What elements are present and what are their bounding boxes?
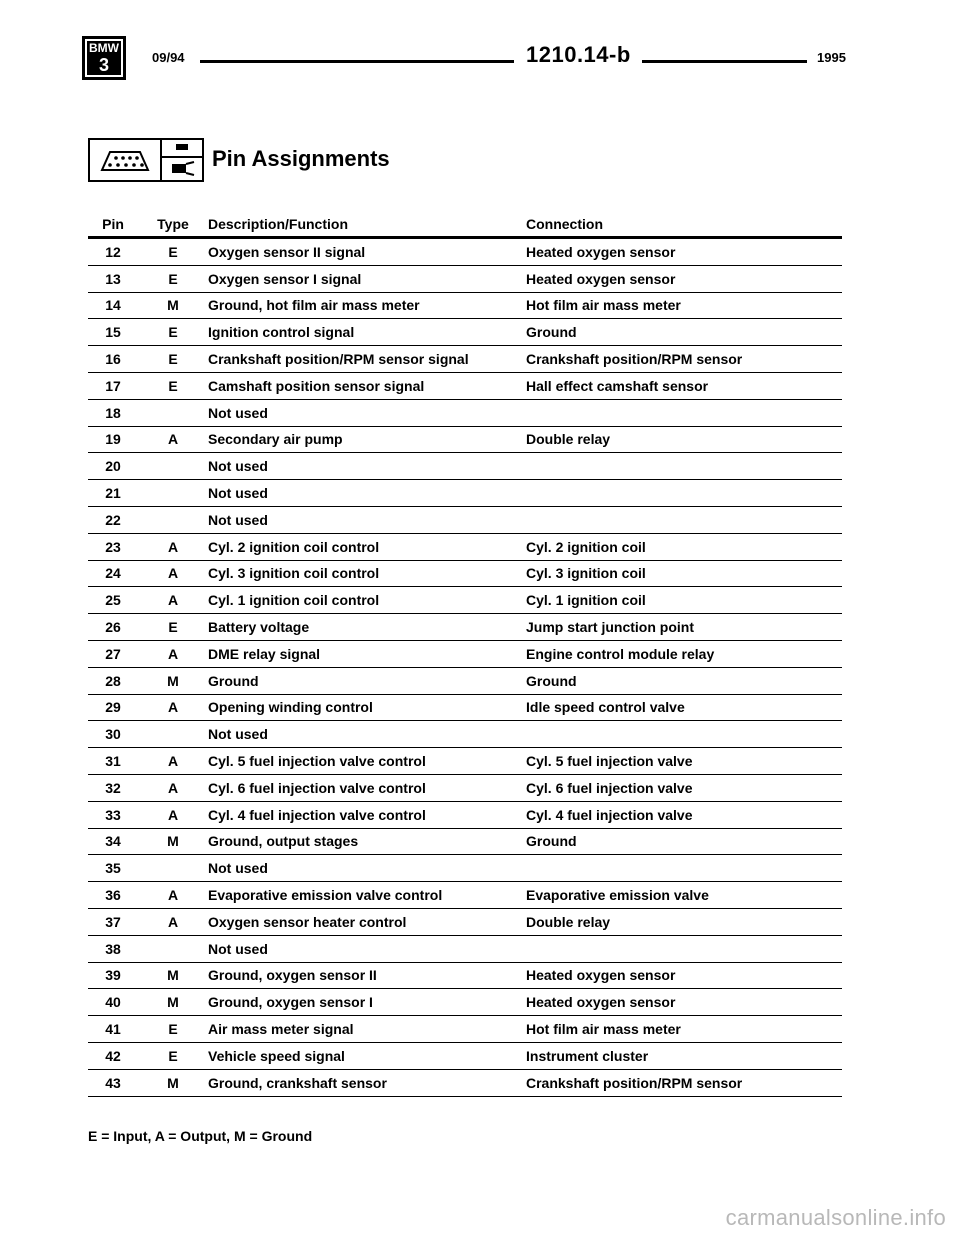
connection-cell: Hot film air mass meter: [526, 1016, 842, 1043]
watermark: carmanualsonline.info: [725, 1205, 946, 1230]
connection-cell: Double relay: [526, 426, 842, 453]
description-cell: Ground, crankshaft sensor: [208, 1069, 526, 1096]
pin-cell: 29: [88, 694, 138, 721]
header-year: 1995: [817, 50, 846, 65]
type-cell: [138, 935, 208, 962]
description-cell: Ground, oxygen sensor I: [208, 989, 526, 1016]
header-rule-right: [642, 60, 807, 63]
type-cell: E: [138, 372, 208, 399]
pin-cell: 37: [88, 908, 138, 935]
description-cell: Ground, oxygen sensor II: [208, 962, 526, 989]
bmw-3-series-logo: [82, 36, 126, 80]
column-header-connection: Connection: [526, 206, 842, 238]
type-cell: M: [138, 667, 208, 694]
pin-cell: 16: [88, 346, 138, 373]
description-cell: Oxygen sensor II signal: [208, 238, 526, 266]
description-cell: Cyl. 3 ignition coil control: [208, 560, 526, 587]
description-cell: Cyl. 4 fuel injection valve control: [208, 801, 526, 828]
type-cell: [138, 480, 208, 507]
table-row: [88, 560, 842, 587]
connection-cell: Cyl. 1 ignition coil: [526, 587, 842, 614]
description-cell: Crankshaft position/RPM sensor signal: [208, 346, 526, 373]
description-cell: Oxygen sensor heater control: [208, 908, 526, 935]
connection-cell: Cyl. 6 fuel injection valve: [526, 774, 842, 801]
pin-cell: 18: [88, 399, 138, 426]
table-row: [88, 748, 842, 775]
table-row: [88, 935, 842, 962]
type-cell: [138, 506, 208, 533]
description-cell: Secondary air pump: [208, 426, 526, 453]
pin-cell: 20: [88, 453, 138, 480]
connection-cell: Instrument cluster: [526, 1042, 842, 1069]
type-cell: E: [138, 319, 208, 346]
connection-cell: [526, 453, 842, 480]
header-date: 09/94: [152, 50, 185, 65]
table-row: [88, 506, 842, 533]
pin-plug-icon: [162, 138, 204, 182]
table-row: [88, 694, 842, 721]
type-cell: [138, 721, 208, 748]
type-cell: A: [138, 640, 208, 667]
column-header-description: Description/Function: [208, 206, 526, 238]
connection-cell: [526, 480, 842, 507]
table-row: [88, 1069, 842, 1096]
description-cell: Battery voltage: [208, 614, 526, 641]
connection-cell: Heated oxygen sensor: [526, 265, 842, 292]
connection-cell: Heated oxygen sensor: [526, 962, 842, 989]
table-row: [88, 721, 842, 748]
table-row: [88, 453, 842, 480]
connection-cell: Ground: [526, 828, 842, 855]
type-cell: A: [138, 801, 208, 828]
pin-cell: 13: [88, 265, 138, 292]
pin-cell: 42: [88, 1042, 138, 1069]
table-row: [88, 292, 842, 319]
connection-cell: Heated oxygen sensor: [526, 238, 842, 266]
table-row: [88, 989, 842, 1016]
table-header-row: [88, 206, 842, 238]
description-cell: Ground, output stages: [208, 828, 526, 855]
pin-cell: 15: [88, 319, 138, 346]
type-cell: A: [138, 587, 208, 614]
type-cell: A: [138, 560, 208, 587]
table-row: [88, 801, 842, 828]
table-row: [88, 480, 842, 507]
type-cell: [138, 399, 208, 426]
table-row: [88, 908, 842, 935]
type-cell: E: [138, 346, 208, 373]
table-row: [88, 372, 842, 399]
connection-cell: [526, 855, 842, 882]
connection-cell: Engine control module relay: [526, 640, 842, 667]
connection-cell: Ground: [526, 667, 842, 694]
pin-cell: 33: [88, 801, 138, 828]
description-cell: Ground: [208, 667, 526, 694]
type-cell: A: [138, 774, 208, 801]
table-row: [88, 399, 842, 426]
description-cell: Ignition control signal: [208, 319, 526, 346]
table-row: [88, 319, 842, 346]
pin-cell: 40: [88, 989, 138, 1016]
table-row: [88, 882, 842, 909]
type-cell: A: [138, 694, 208, 721]
logo-series: 3: [87, 56, 121, 75]
description-cell: Vehicle speed signal: [208, 1042, 526, 1069]
pin-cell: 32: [88, 774, 138, 801]
description-cell: Opening winding control: [208, 694, 526, 721]
connection-cell: Idle speed control valve: [526, 694, 842, 721]
type-cell: [138, 453, 208, 480]
pin-cell: 14: [88, 292, 138, 319]
pin-cell: 28: [88, 667, 138, 694]
type-cell: M: [138, 1069, 208, 1096]
connection-cell: [526, 935, 842, 962]
type-cell: M: [138, 989, 208, 1016]
table-row: [88, 265, 842, 292]
pin-cell: 24: [88, 560, 138, 587]
pin-cell: 12: [88, 238, 138, 266]
type-cell: E: [138, 1042, 208, 1069]
type-cell: M: [138, 962, 208, 989]
table-row: [88, 828, 842, 855]
description-cell: Not used: [208, 480, 526, 507]
description-cell: Evaporative emission valve control: [208, 882, 526, 909]
table-row: [88, 587, 842, 614]
type-cell: A: [138, 908, 208, 935]
connection-cell: Jump start junction point: [526, 614, 842, 641]
table-row: [88, 426, 842, 453]
type-cell: [138, 855, 208, 882]
pin-cell: 30: [88, 721, 138, 748]
pin-cell: 25: [88, 587, 138, 614]
header-rule-left: [200, 60, 514, 63]
type-cell: E: [138, 265, 208, 292]
pin-cell: 26: [88, 614, 138, 641]
connection-cell: Double relay: [526, 908, 842, 935]
table-row: [88, 774, 842, 801]
connection-cell: Crankshaft position/RPM sensor: [526, 1069, 842, 1096]
type-cell: A: [138, 748, 208, 775]
table-row: [88, 346, 842, 373]
table-row: [88, 533, 842, 560]
pin-cell: 35: [88, 855, 138, 882]
description-cell: Ground, hot film air mass meter: [208, 292, 526, 319]
column-header-pin: Pin: [88, 206, 138, 238]
description-cell: DME relay signal: [208, 640, 526, 667]
type-cell: E: [138, 614, 208, 641]
pin-cell: 38: [88, 935, 138, 962]
connector-icon: [88, 138, 162, 182]
description-cell: Camshaft position sensor signal: [208, 372, 526, 399]
table-row: [88, 640, 842, 667]
description-cell: Not used: [208, 453, 526, 480]
table-row: [88, 614, 842, 641]
connection-cell: Cyl. 3 ignition coil: [526, 560, 842, 587]
pin-cell: 27: [88, 640, 138, 667]
connection-cell: Cyl. 2 ignition coil: [526, 533, 842, 560]
type-cell: E: [138, 238, 208, 266]
pin-cell: 17: [88, 372, 138, 399]
description-cell: Oxygen sensor I signal: [208, 265, 526, 292]
type-cell: E: [138, 1016, 208, 1043]
description-cell: Not used: [208, 506, 526, 533]
page-title: Pin Assignments: [212, 146, 390, 171]
table-row: [88, 1042, 842, 1069]
connection-cell: Crankshaft position/RPM sensor: [526, 346, 842, 373]
description-cell: Cyl. 6 fuel injection valve control: [208, 774, 526, 801]
pin-assignment-table: [88, 206, 842, 1097]
connection-cell: [526, 721, 842, 748]
type-cell: A: [138, 426, 208, 453]
connection-cell: Cyl. 4 fuel injection valve: [526, 801, 842, 828]
type-cell: A: [138, 533, 208, 560]
pin-cell: 19: [88, 426, 138, 453]
table-row: [88, 962, 842, 989]
type-cell: M: [138, 828, 208, 855]
pin-cell: 22: [88, 506, 138, 533]
connection-cell: Hall effect camshaft sensor: [526, 372, 842, 399]
description-cell: Cyl. 5 fuel injection valve control: [208, 748, 526, 775]
connection-cell: Evaporative emission valve: [526, 882, 842, 909]
connection-cell: Hot film air mass meter: [526, 292, 842, 319]
description-cell: Not used: [208, 721, 526, 748]
connection-cell: Cyl. 5 fuel injection valve: [526, 748, 842, 775]
description-cell: Cyl. 1 ignition coil control: [208, 587, 526, 614]
pin-cell: 31: [88, 748, 138, 775]
type-legend: E = Input, A = Output, M = Ground: [88, 1128, 313, 1144]
pin-cell: 23: [88, 533, 138, 560]
pin-cell: 39: [88, 962, 138, 989]
table-row: [88, 855, 842, 882]
table-row: [88, 1016, 842, 1043]
pin-cell: 43: [88, 1069, 138, 1096]
description-cell: Not used: [208, 935, 526, 962]
connection-cell: Ground: [526, 319, 842, 346]
pin-cell: 34: [88, 828, 138, 855]
description-cell: Cyl. 2 ignition coil control: [208, 533, 526, 560]
connection-cell: [526, 399, 842, 426]
document-code: 1210.14-b: [526, 42, 631, 67]
pin-cell: 36: [88, 882, 138, 909]
column-header-type: Type: [138, 206, 208, 238]
logo-brand: BMW: [89, 41, 119, 55]
pin-cell: 21: [88, 480, 138, 507]
type-cell: A: [138, 882, 208, 909]
description-cell: Not used: [208, 855, 526, 882]
description-cell: Air mass meter signal: [208, 1016, 526, 1043]
pin-cell: 41: [88, 1016, 138, 1043]
type-cell: M: [138, 292, 208, 319]
page-header: [82, 36, 848, 82]
table-row: [88, 667, 842, 694]
table-row: [88, 238, 842, 266]
description-cell: Not used: [208, 399, 526, 426]
connection-cell: Heated oxygen sensor: [526, 989, 842, 1016]
connection-cell: [526, 506, 842, 533]
